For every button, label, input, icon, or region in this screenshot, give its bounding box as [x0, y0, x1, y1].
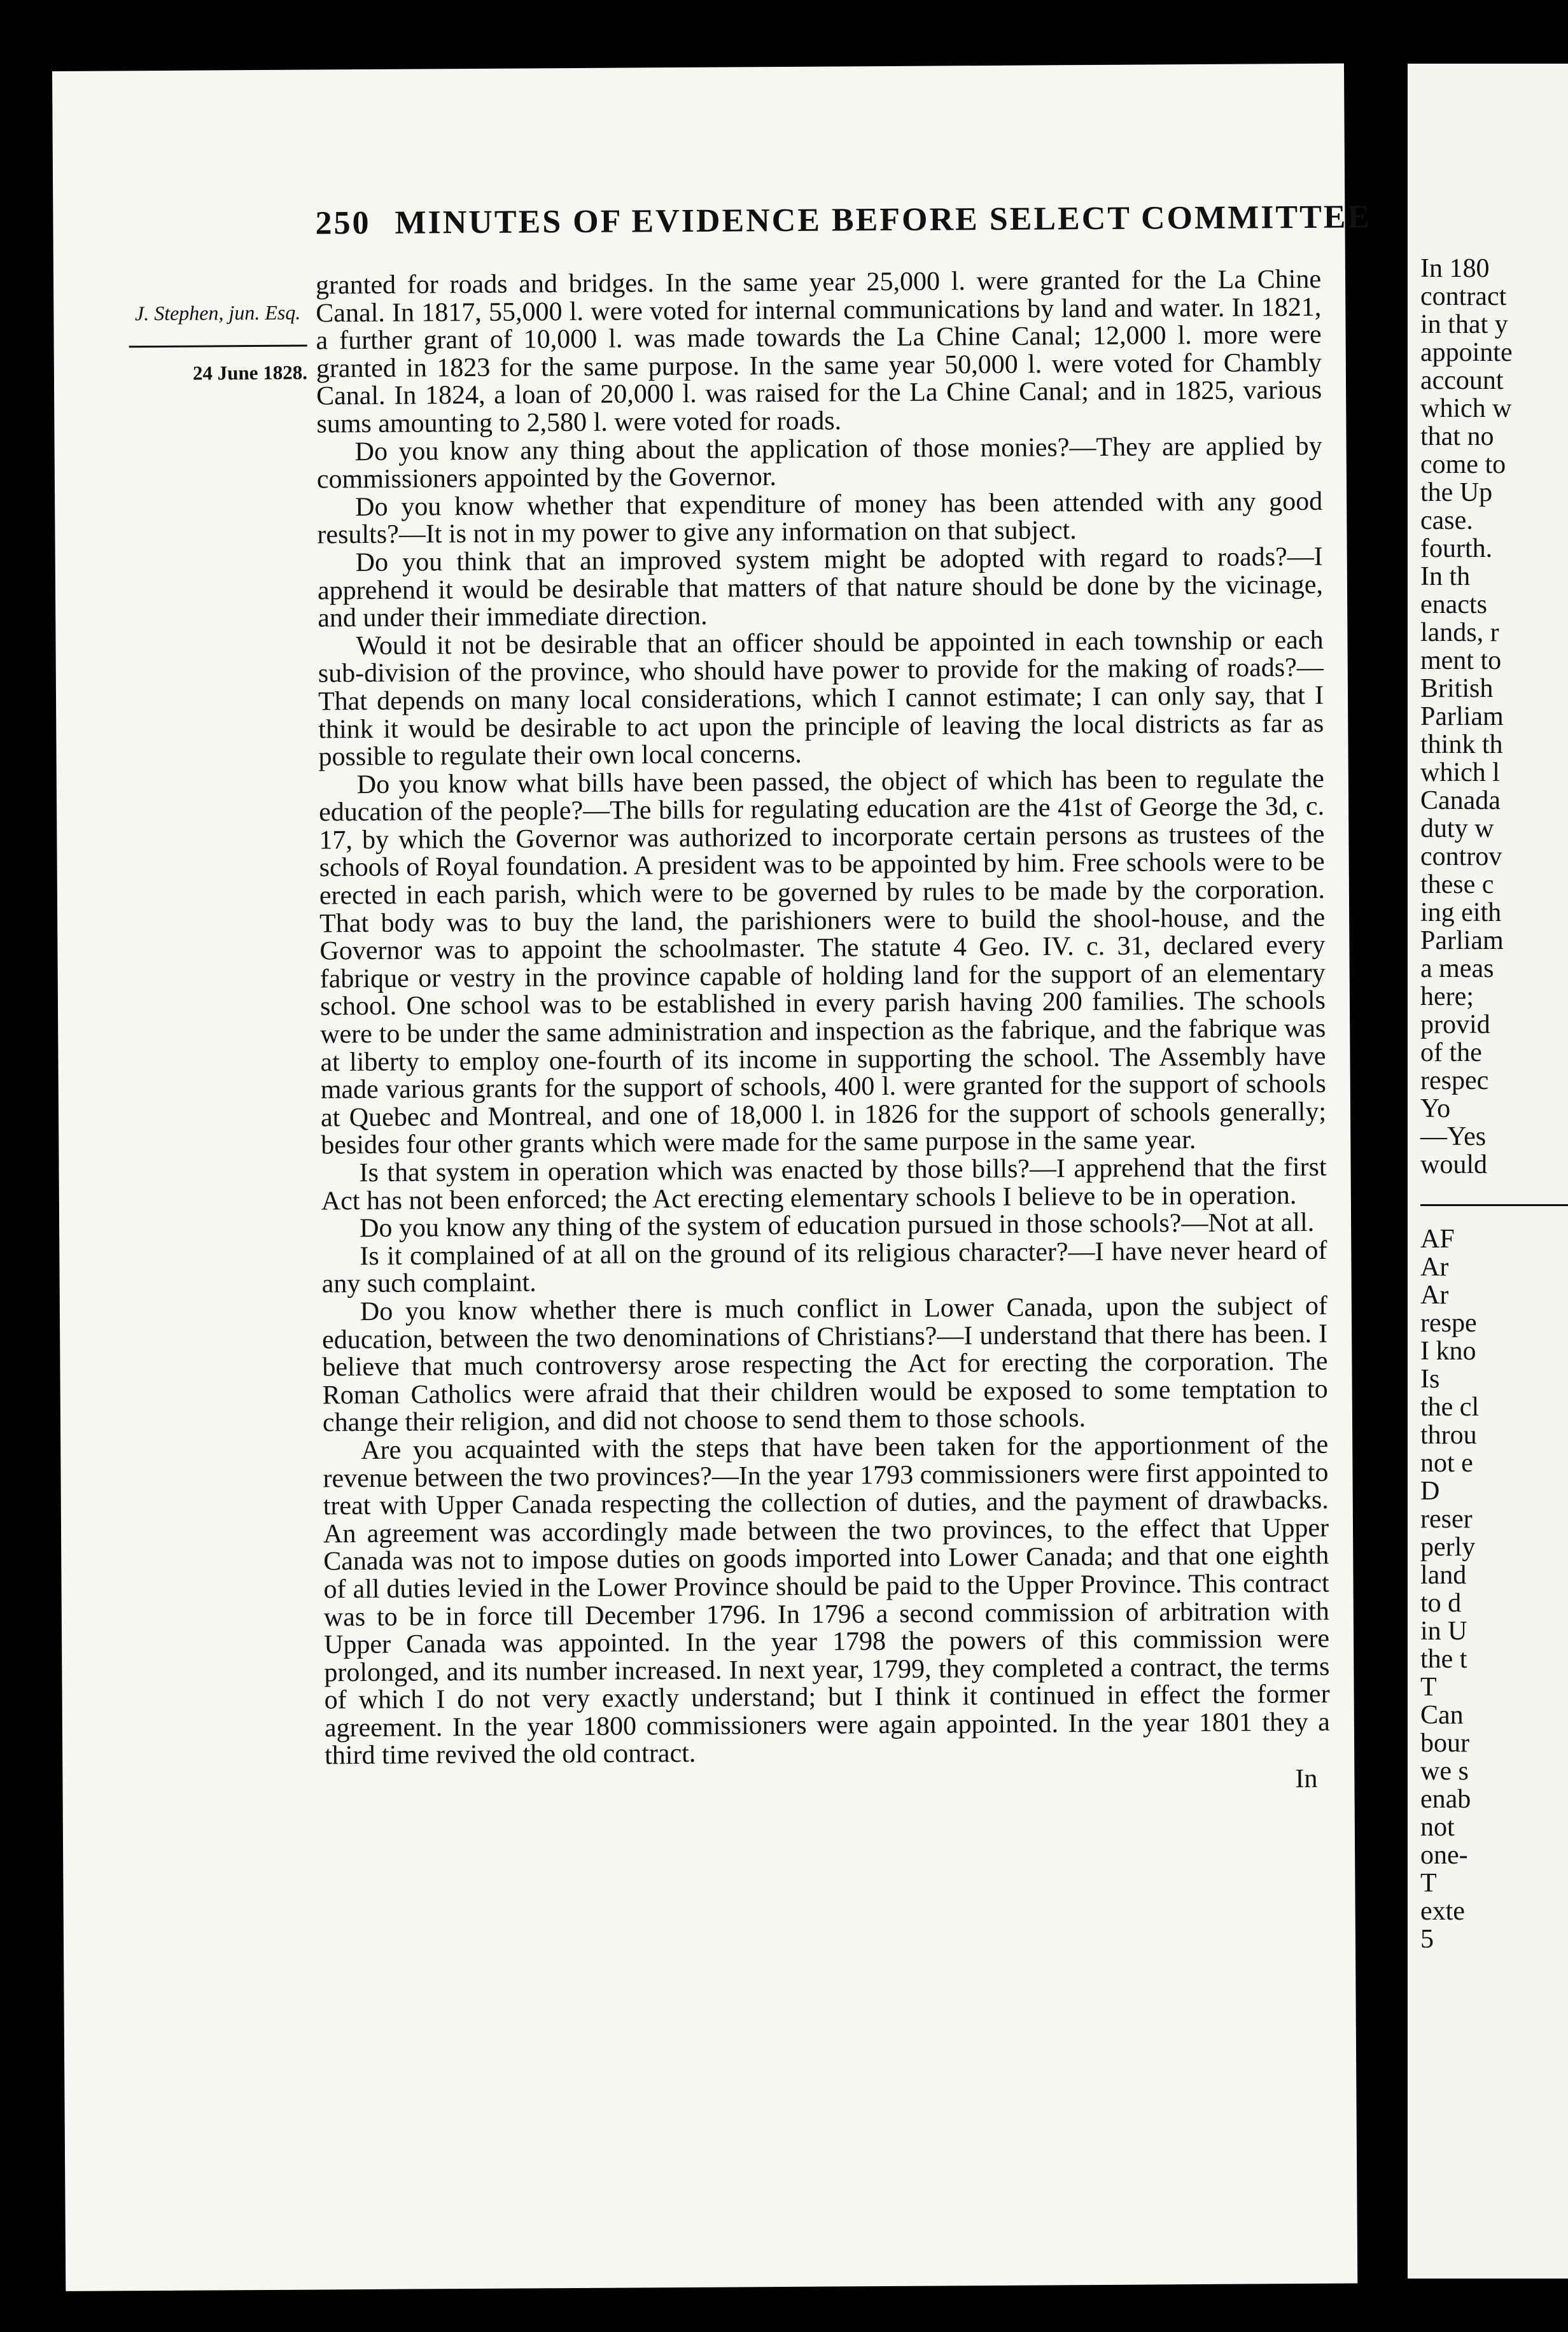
paragraph: Is it complained of at all on the ground of its religious character?—I have never heard of any such complaint.	[321, 1235, 1327, 1299]
right-page-fragment: think th	[1420, 730, 1503, 759]
paragraph: Do you know what bills have been passed, the object of which has been to regulate the education of the people?—The bills for regulating education are the 41st of George the 3d, c. 17, by which the Governor was authorized to incorporate certain persons as trustees of the schools of Royal foundation. A president was to be appointed by him. Free schools were to be erected in each parish, which were to be governed by rules to be made by the corporation. That body was to buy the land, the parishioners were to build the shool-house, and the Governor was to appoint the schoolmaster. The statute 4 Geo. IV. c. 31, declared every fabrique or vestry in the province capable of holding land for the support of an elementary school. One school was to be established in every parish having 200 families. The schools were to be under the same administration and inspection as the fabrique, and the fabrique was at liberty to employ one-fourth of its income in supporting the school. The Assembly have made various grants for the support of schools, 400 l. were granted for the support of schools at Quebec and Montreal, and one of 18,000 l. in 1826 for the support of schools generally; besides four other grants which were made for the same purpose in the same year.	[318, 764, 1327, 1160]
paragraph: Are you acquainted with the steps that have been taken for the apportionment of the revenue between the two provinces?—In the year 1793 commissioners were first appointed to treat with Upper Canada respecting the collection of duties, and the payment of drawbacks. An agreement was accordingly made between the two provinces, to the effect that Upper Canada was not to impose duties on goods imported into Lower Canada; and that one eighth of all duties levied in the Lower Province should be paid to the Upper Province. This contract was to be in force till December 1796. In 1796 a second commission of arbitration with Upper Canada was appointed. In the year 1798 the powers of this commission were prolonged, and its number increased. In next year, 1799, they completed a contract, the terms of which I do not very exactly understand; but I think it continued in effect the former agreement. In the year 1800 commissioners were again appointed. In the year 1801 they a third time revived the old contract.	[323, 1429, 1331, 1771]
right-page-fragment: In th	[1420, 562, 1471, 591]
left-page	[52, 64, 1372, 2291]
right-page-fragment: throu	[1420, 1421, 1477, 1450]
right-page-fragment: Yo	[1420, 1094, 1451, 1123]
right-page-fragment: Parliam	[1420, 926, 1504, 955]
paragraph: Do you know whether there is much conflict in Lower Canada, upon the subject of education, between the two denominations of Christians?—I understand that there has been. I believe that much controversy arose respecting the Act for erecting the corporation. The Roman Catholics were afraid that their children would be exposed to some temptation to change their religion, and did not choose to send them to those schools.	[322, 1291, 1328, 1438]
right-page-fragment: here;	[1420, 982, 1474, 1011]
right-page-fragment: ment to	[1420, 646, 1502, 675]
right-page-fragment: lands, r	[1420, 618, 1499, 647]
margin-date-note: 24 June 1828.	[192, 361, 308, 384]
right-page-fragments	[1420, 255, 1568, 1953]
right-page-fragment: one-	[1420, 1841, 1468, 1870]
right-page-fragment: T	[1420, 1869, 1437, 1898]
right-page-fragment: land	[1420, 1561, 1467, 1590]
right-page-fragment: of the	[1420, 1038, 1482, 1067]
right-page-fragment: Ar	[1420, 1253, 1449, 1282]
right-page-edge	[1408, 64, 1568, 2279]
paragraph: granted for roads and bridges. In the same year 25,000 l. were granted for the La Chine Canal. In 1817, 55,000 l. were voted for internal communications by land and water. In 1821, a further grant of 10,000 l. was made towards the La Chine Canal; 12,000 l. more were granted in 1823 for the same purpose. In the same year 50,000 l. were voted for Chambly Canal. In 1824, a loan of 20,000 l. was raised for the La Chine Canal; and in 1825, various sums amounting to 2,580 l. were voted for roads.	[315, 264, 1322, 439]
page-number: 250	[315, 204, 371, 242]
right-page-fragment: ing eith	[1420, 898, 1502, 927]
right-page-rule	[1420, 1204, 1568, 1206]
right-page-fragment: D	[1420, 1477, 1440, 1506]
paragraph: Do you know any thing about the application of those monies?—They are applied by commissioners appointed by the Governor.	[316, 431, 1322, 495]
right-page-fragment: we s	[1420, 1757, 1469, 1786]
paragraph: Do you know whether that expenditure of money has been attended with any good results?—It is not in my power to give any information on that subject.	[317, 486, 1323, 550]
right-page-fragment: British	[1420, 674, 1494, 703]
right-page-fragment: the cl	[1420, 1393, 1480, 1422]
right-page-fragment: these c	[1420, 870, 1494, 899]
margin-witness-note: J. Stephen, jun. Esq.	[134, 300, 301, 325]
right-page-fragment: Ar	[1420, 1281, 1449, 1310]
right-page-fragment: enacts	[1420, 590, 1487, 619]
paragraph: Is that system in operation which was enacted by those bills?—I apprehend that the first Act has not been enforced; the Act erecting elementary schools I believe to be in operation.	[321, 1152, 1327, 1216]
right-page-fragment: the Up	[1420, 478, 1493, 507]
right-page-fragment: the t	[1420, 1645, 1467, 1674]
right-page-fragment: In 180	[1420, 254, 1490, 283]
right-page-fragment: controv	[1420, 842, 1502, 871]
right-page-fragment: I kno	[1420, 1337, 1476, 1366]
right-page-fragment: Canada	[1420, 786, 1501, 815]
right-page-fragment: Parliam	[1420, 702, 1504, 731]
page-title: MINUTES OF EVIDENCE BEFORE SELECT COMMITTEE	[395, 199, 1372, 241]
right-page-fragment: that no	[1420, 422, 1494, 451]
right-page-fragment: provid	[1420, 1010, 1490, 1039]
right-page-fragment: bour	[1420, 1729, 1469, 1758]
right-page-fragment: fourth.	[1420, 534, 1493, 563]
margin-divider	[129, 345, 307, 348]
right-page-fragment: 5	[1420, 1925, 1434, 1954]
right-page-fragment: case.	[1420, 506, 1473, 535]
right-page-fragment: appointe	[1420, 338, 1513, 367]
right-page-fragment: exte	[1420, 1897, 1465, 1926]
right-page-fragment: duty w	[1420, 814, 1494, 843]
right-page-fragment: not	[1420, 1813, 1455, 1842]
right-page-fragment: which l	[1420, 758, 1500, 787]
right-page-fragment: contract	[1420, 282, 1507, 311]
right-page-fragment: Is	[1420, 1365, 1440, 1394]
right-page-fragment: not e	[1420, 1449, 1473, 1478]
right-page-fragment: respe	[1420, 1309, 1477, 1338]
right-page-fragment: reser	[1420, 1505, 1473, 1534]
right-page-fragment: Can	[1420, 1701, 1464, 1730]
right-page-fragment: —Yes	[1420, 1122, 1487, 1151]
right-page-fragment: AF	[1420, 1225, 1455, 1254]
paragraph: Do you think that an improved system might be adopted with regard to roads?—I apprehend it would be desirable that matters of that nature should be done by the vicinage, and under their immediate direction.	[317, 542, 1324, 633]
right-page-fragment: to d	[1420, 1589, 1462, 1618]
right-page-fragment: which w	[1420, 394, 1512, 423]
paragraph: Would it not be desirable that an officer should be appointed in each township or each sub-division of the province, who should have power to provide for the making of roads?—That depends on many local considerations, which I cannot estimate; I can only say, that I think it would be desirable to act upon the principle of leaving the local districts as far as possible to regulate their own local concerns.	[318, 625, 1324, 772]
right-page-fragment: T	[1420, 1673, 1437, 1702]
right-page-fragment: in U	[1420, 1617, 1467, 1646]
right-page-fragment: enab	[1420, 1785, 1471, 1814]
body-text	[315, 264, 1331, 1794]
right-page-fragment: come to	[1420, 450, 1506, 479]
running-header	[315, 199, 1372, 242]
catchword: In	[1295, 1764, 1318, 1794]
paragraph: Do you know any thing of the system of education pursued in those schools?—Not at all.	[359, 1208, 1315, 1244]
right-page-fragment: account	[1420, 366, 1504, 395]
right-page-fragment: in that y	[1420, 310, 1508, 339]
right-page-fragment: respec	[1420, 1066, 1489, 1095]
right-page-fragment: would	[1420, 1150, 1487, 1179]
right-page-fragment: a meas	[1420, 954, 1494, 983]
right-page-fragment: perly	[1420, 1533, 1476, 1562]
